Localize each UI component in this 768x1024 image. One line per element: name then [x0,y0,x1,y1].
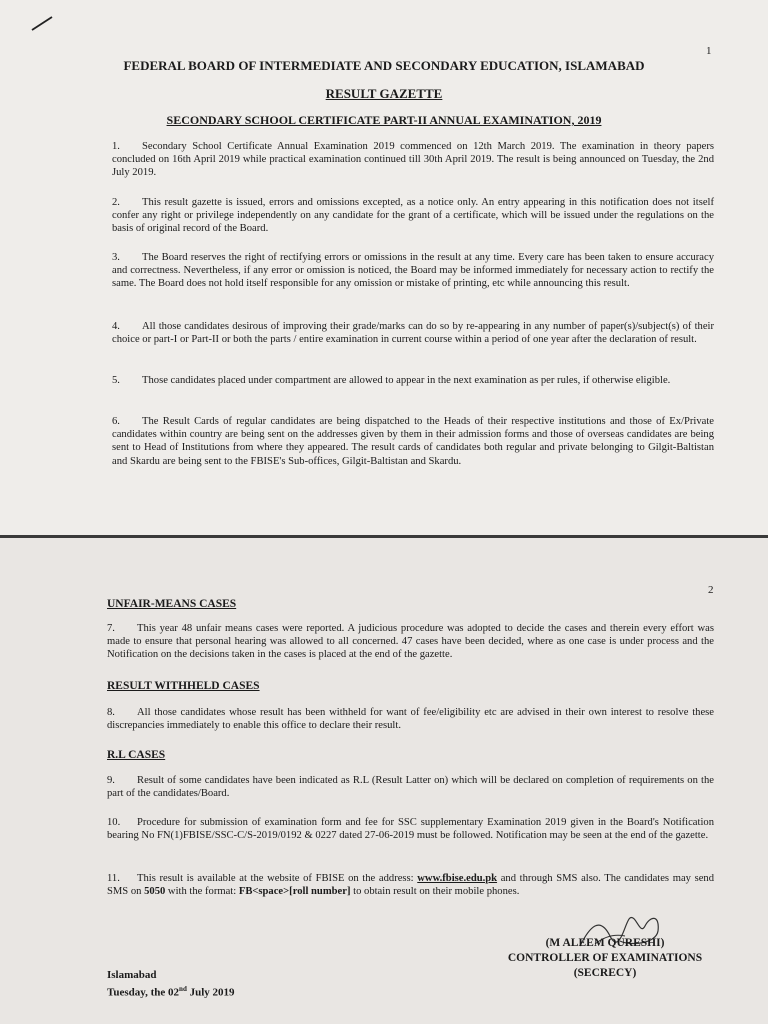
issue-date: Tuesday, the 02nd July 2019 [107,985,235,999]
place: Islamabad [107,969,157,981]
gazette-page-2 [0,538,768,1024]
rl-cases-heading: R.L CASES [107,749,166,761]
result-withheld-heading: RESULT WITHHELD CASES [107,680,260,692]
place-date-block [107,968,235,1000]
paragraph-10: 10. Procedure for submission of examination form and fee for SSC supplementary Examination 2019 given in the Board's Notification bearing No FN(1)FBISE/SSC-C/S-2019/0192 & 0227 dated 27-06-2019 must be followed. Notification may be seen at the end of the gazette. [107,817,714,842]
paragraph-5: 5. Those candidates placed under compartment are allowed to appear in the next examination as per rules, if otherwise eligible. [112,375,671,386]
unfair-means-heading: UNFAIR-MEANS CASES [107,598,237,610]
exam-title: SECONDARY SCHOOL CERTIFICATE PART-II ANNUAL EXAMINATION, 2019 [166,113,602,127]
page-number: 2 [708,584,714,596]
page-number: 1 [706,45,712,57]
signatory-title: CONTROLLER OF EXAMINATIONS [507,952,703,964]
website-link[interactable]: www.fbise.edu.pk [417,873,498,884]
paragraph-8: 8. All those candidates whose result has been withheld for want of fee/eligibility etc are advised in their own interest to resolve these discrepancies immediately to enable this office to declare their result. [107,707,714,732]
org-title: FEDERAL BOARD OF INTERMEDIATE AND SECONDARY EDUCATION, ISLAMABAD [123,58,645,73]
paragraph-9: 9. Result of some candidates have been indicated as R.L (Result Latter on) which will be declared on completion of requirements on the part of the candidates/Board. [107,775,714,800]
paragraph-7: 7. This year 48 unfair means cases were reported. A judicious procedure was adopted to decide the cases and therein every effort was made to ensure that personal hearing was allowed to all concerned. 47 cases have been decided, where as one case is under process and the Notification on the decisions taken in the cases is placed at the end of the gazette. [107,623,714,661]
pen-mark [30,14,54,34]
sms-format: FB<space>[roll number] [238,886,351,898]
paragraph-3: 3. The Board reserves the right of rectifying errors or omissions in the result at any time. Every care has been taken to ensure accuracy and correctness. Nevertheless, if any error or omission is noticed, the Board may be informed immediately for necessary action to rectify the same. The Board does not hold itself responsible for any omission or mistake of printing, etc while announcing this result. [112,252,714,290]
signature-block [500,936,710,981]
doc-title: RESULT GAZETTE [325,86,443,101]
signatory-name: (M ALEEM QURESHI) [545,937,665,949]
paragraph-11: 11. This result is available at the website of FBISE on the address: www.fbise.edu.pk and through SMS also. The candidates may send SMS on 5050 with the format: FB<space>[roll number] to obtain result on their mobile phones. [107,873,715,898]
signatory-dept: (SECRECY) [573,967,637,979]
paragraph-6: 6. The Result Cards of regular candidates are being dispatched to the Heads of their respective institutions and those of Ex/Private candidates within country are being sent on the addresses given by them in their admission forms and those of overseas candidates are being sent to Head of Institutions from where they appeared. The result cards of candidates both regular and private belonging to Gilgit-Baltistan and Skardu are being sent to the FBISE's Sub-offices, Gilgit-Baltistan and Skardu. [112,416,714,467]
paragraph-2: 2. This result gazette is issued, errors and omissions excepted, as a notice only. An entry appearing in this notification does not itself confer any right or privilege independently on any candidate for the grant of a certificate, which will be issued under the regulations on the basis of original record of the Board. [112,197,714,235]
paragraph-1: 1. Secondary School Certificate Annual Examination 2019 commenced on 12th March 2019. The examination in theory papers concluded on 16th April 2019 while practical examination continued till 30th April 2019. The result is being announced on Tuesday, the 2nd July 2019. [112,141,714,179]
paragraph-4: 4. All those candidates desirous of improving their grade/marks can do so by re-appearing in any number of paper(s)/subject(s) of their choice or part-I or Part-II or both the parts / entire examination in current course within a period of one year after the declaration of result. [112,321,714,346]
sms-number: 5050 [144,886,166,898]
